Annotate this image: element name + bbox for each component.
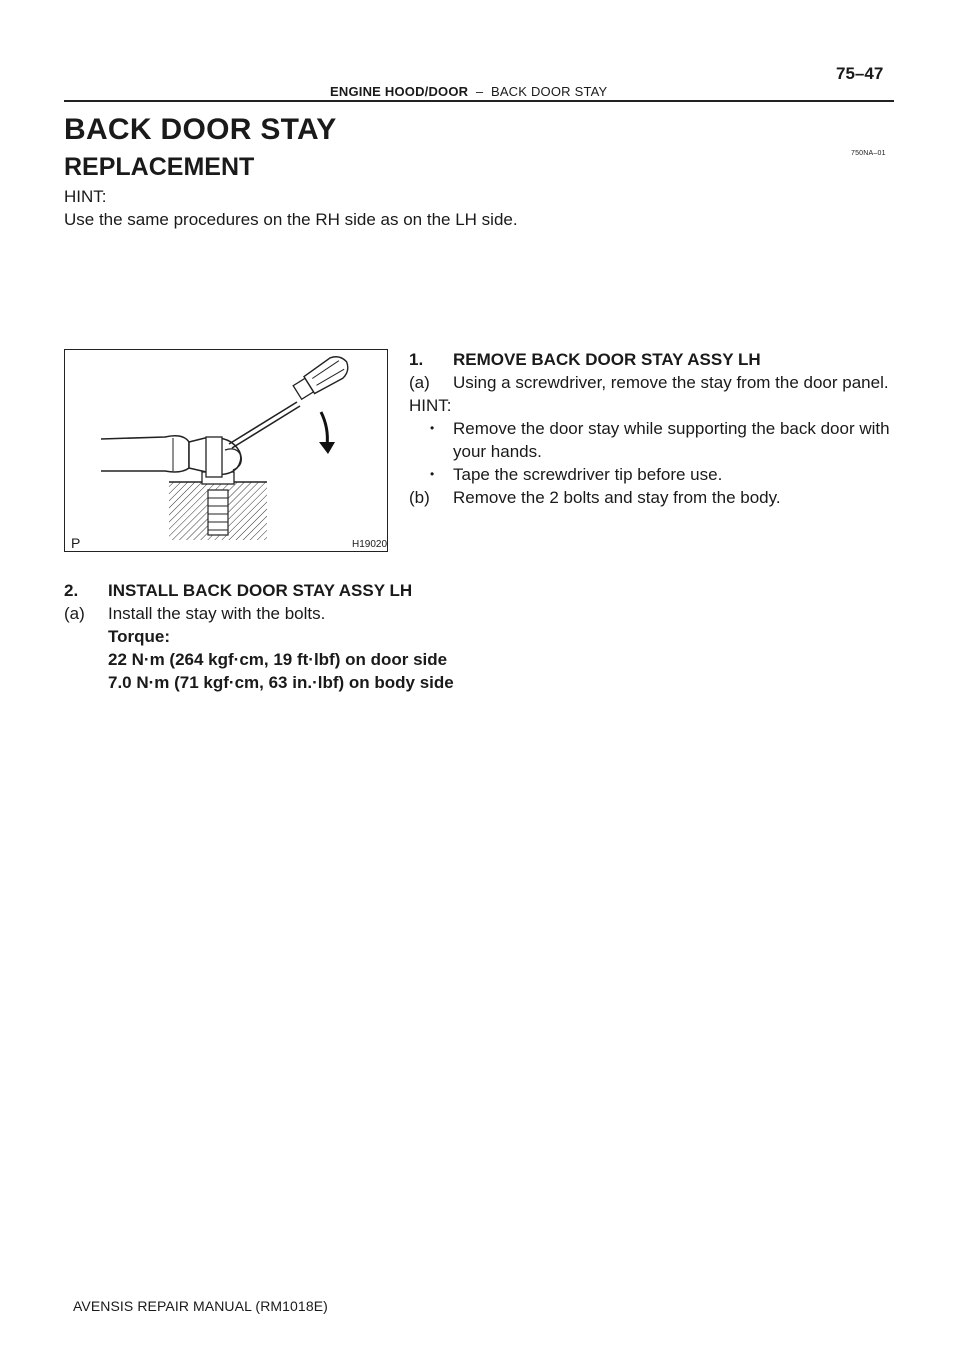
step2-title: INSTALL BACK DOOR STAY ASSY LH	[108, 581, 413, 600]
step1-bullet1-line1: Remove the door stay while supporting the back door with	[453, 419, 890, 438]
figure-corner-label: P	[71, 535, 81, 551]
hint-text: Use the same procedures on the RH side as on the LH side.	[64, 210, 518, 229]
step1-a-label: (a)	[409, 373, 430, 392]
direction-arrow	[321, 412, 327, 446]
torque-body-side: 7.0 N·m (71 kgf·cm, 63 in.·lbf) on body side	[108, 673, 454, 692]
screwdriver-handle	[291, 352, 353, 403]
step2-a-text: Install the stay with the bolts.	[108, 604, 326, 623]
illustration-figure	[64, 349, 388, 552]
running-header	[330, 84, 607, 99]
header-subsection: – BACK DOOR STAY	[468, 84, 608, 99]
torque-door-side: 22 N·m (264 kgf·cm, 19 ft·lbf) on door side	[108, 650, 448, 669]
step1-bullet1-line2: your hands.	[453, 442, 542, 461]
step1-bullet2: Tape the screwdriver tip before use.	[453, 465, 723, 484]
step1-hint-label: HINT:	[409, 396, 452, 415]
bullet-mark: •	[430, 421, 435, 435]
header-rule	[64, 100, 894, 102]
bullet-mark: •	[430, 467, 435, 481]
step1-title: REMOVE BACK DOOR STAY ASSY LH	[453, 350, 761, 369]
retaining-clip	[206, 437, 222, 477]
section-heading: REPLACEMENT	[64, 153, 255, 181]
manual-footer: AVENSIS REPAIR MANUAL (RM1018E)	[73, 1298, 328, 1314]
bolt-shank	[208, 490, 228, 535]
screwdriver-shaft	[229, 402, 297, 444]
page-title: BACK DOOR STAY	[64, 113, 337, 146]
step1-number: 1.	[409, 350, 424, 369]
figure-code: H19020	[352, 539, 388, 550]
torque-label: Torque:	[108, 627, 171, 646]
step2-a-label: (a)	[64, 604, 85, 623]
stay-rod	[101, 436, 189, 472]
screwdriver-stay-illustration	[65, 350, 389, 553]
hint-label: HINT:	[64, 187, 107, 206]
header-section-name: ENGINE HOOD/DOOR	[330, 84, 469, 99]
page-number: 75–47	[836, 64, 884, 83]
step1-a-text: Using a screwdriver, remove the stay from the door panel.	[453, 373, 889, 392]
step2-number: 2.	[64, 581, 79, 600]
reference-code: 750NA–01	[851, 150, 886, 157]
step1-b-text: Remove the 2 bolts and stay from the body.	[453, 488, 781, 507]
step1-b-label: (b)	[409, 488, 430, 507]
